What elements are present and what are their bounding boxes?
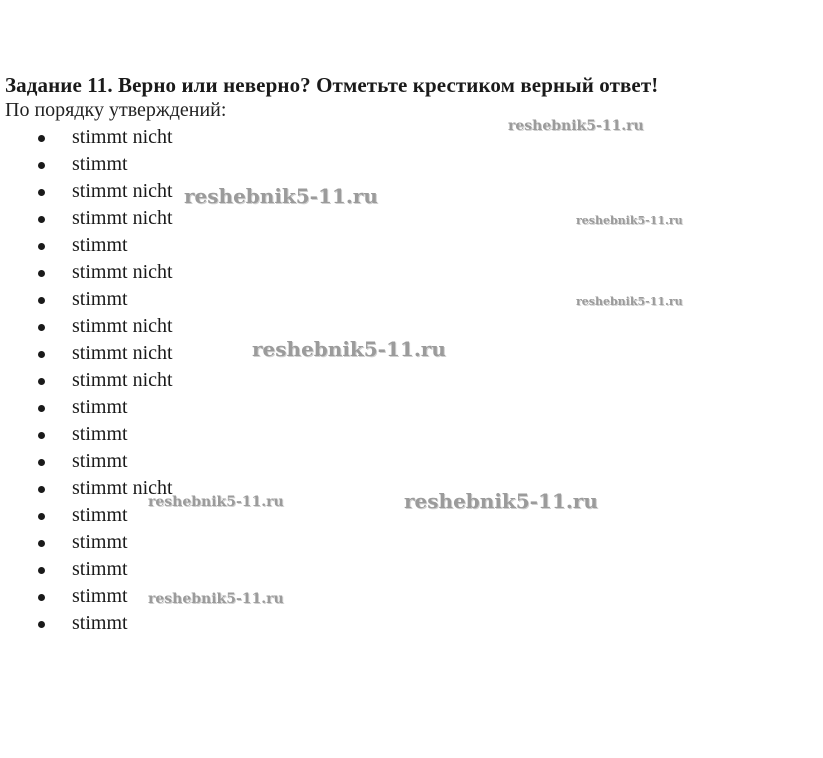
bullet-icon xyxy=(38,297,45,304)
bullet-icon xyxy=(38,162,45,169)
bullet-icon xyxy=(38,270,45,277)
bullet-icon xyxy=(38,243,45,250)
answer-text: stimmt xyxy=(72,558,128,580)
answer-text: stimmt xyxy=(72,531,128,553)
bullet-icon xyxy=(38,540,45,547)
bullet-icon xyxy=(38,324,45,331)
task-title: Задание 11. Верно или неверно? Отметьте крестиком верный ответ! xyxy=(5,73,659,97)
watermark: reshebnik5-11.ru xyxy=(148,591,284,607)
answer-text: stimmt nicht xyxy=(72,315,173,337)
bullet-icon xyxy=(38,189,45,196)
answer-text: stimmt xyxy=(72,153,128,175)
answer-text: stimmt nicht xyxy=(72,342,173,364)
bullet-icon xyxy=(38,486,45,493)
answer-text: stimmt xyxy=(72,288,128,310)
bullet-icon xyxy=(38,405,45,412)
answer-text: stimmt nicht xyxy=(72,369,173,391)
bullet-icon xyxy=(38,432,45,439)
task-intro: По порядку утверждений: xyxy=(5,99,227,121)
answer-text: stimmt xyxy=(72,396,128,418)
watermark: reshebnik5-11.ru xyxy=(576,295,683,308)
bullet-icon xyxy=(38,351,45,358)
answer-text: stimmt nicht xyxy=(72,207,173,229)
bullet-icon xyxy=(38,216,45,223)
bullet-icon xyxy=(38,594,45,601)
bullet-icon xyxy=(38,567,45,574)
answer-text: stimmt nicht xyxy=(72,180,173,202)
bullet-icon xyxy=(38,459,45,466)
watermark: reshebnik5-11.ru xyxy=(508,118,644,134)
answer-text: stimmt xyxy=(72,450,128,472)
answer-text: stimmt nicht xyxy=(72,261,173,283)
bullet-icon xyxy=(38,135,45,142)
watermark: reshebnik5-11.ru xyxy=(184,184,378,208)
bullet-icon xyxy=(38,621,45,628)
bullet-icon xyxy=(38,378,45,385)
answer-text: stimmt xyxy=(72,612,128,634)
bullet-icon xyxy=(38,513,45,520)
watermark: reshebnik5-11.ru xyxy=(576,214,683,227)
answer-text: stimmt xyxy=(72,504,128,526)
watermark: reshebnik5-11.ru xyxy=(252,337,446,361)
answer-text: stimmt nicht xyxy=(72,477,173,499)
watermark: reshebnik5-11.ru xyxy=(404,489,598,513)
answer-text: stimmt nicht xyxy=(72,126,173,148)
answer-text: stimmt xyxy=(72,423,128,445)
watermark: reshebnik5-11.ru xyxy=(148,494,284,510)
answer-text: stimmt xyxy=(72,585,128,607)
answer-text: stimmt xyxy=(72,234,128,256)
